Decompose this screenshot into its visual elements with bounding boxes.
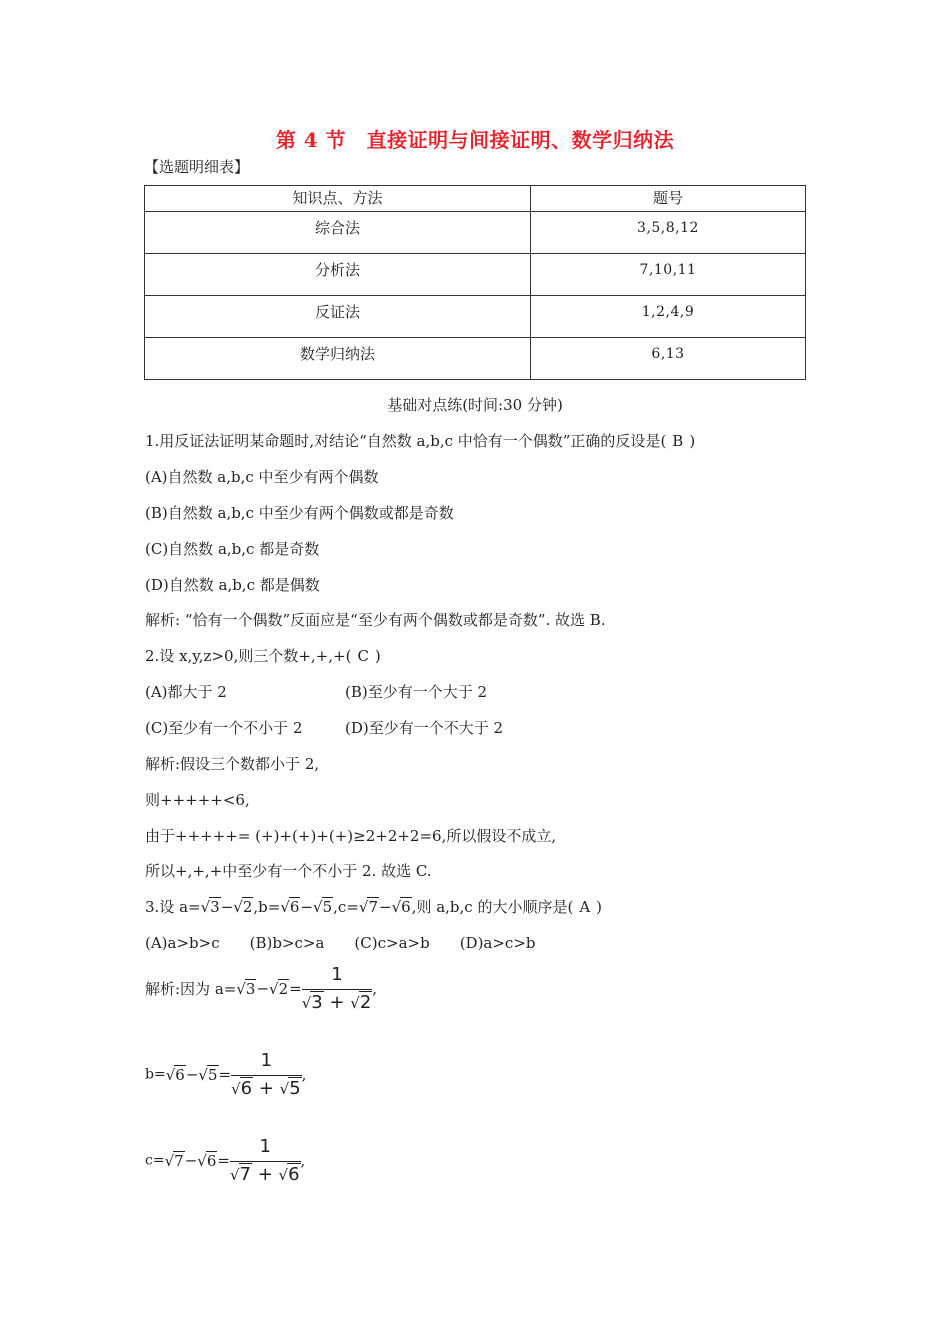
sqrt-expr: √7 (358, 898, 378, 916)
sqrt-expr: √6 (165, 1065, 185, 1084)
section-label: 【选题明细表】 (144, 158, 250, 176)
c-prefix: c= (145, 1152, 165, 1169)
q2-options-row1 (145, 681, 488, 702)
q2-option-c: (C)至少有一个不小于 2 (145, 719, 303, 737)
q1-close: ) (689, 432, 696, 450)
q2-stem (145, 645, 381, 666)
q2-option-d: (D)至少有一个不大于 2 (345, 719, 504, 737)
q1-option-d: (D)自然数 a,b,c 都是偶数 (145, 576, 320, 594)
sqrt-expr: √5 (198, 1065, 218, 1084)
q3-analysis-a: 解析:因为 a=√3−√2= $\frac{1}{√3 + √2}$ , (145, 964, 378, 1013)
q1-analysis: 解析: “恰有一个偶数”反面应是“至少有两个偶数或都是奇数”. 故选 B. (145, 611, 606, 629)
table-row (145, 338, 806, 380)
sqrt-expr: √6 (391, 898, 411, 916)
q3-stem-pre: 3.设 a= (145, 898, 201, 916)
table-header-row (145, 186, 806, 212)
b-prefix: b= (145, 1066, 166, 1083)
q3-stem-post: ,则 a,b,c 的大小顺序是( (411, 898, 574, 916)
q2-stem-text: 2.设 x,y,z>0,则三个数+,+,+( (145, 647, 352, 665)
table-row (145, 212, 806, 254)
q1-option-b: (B)自然数 a,b,c 中至少有两个偶数或都是奇数 (145, 504, 454, 522)
fraction-c: $\frac{1}{√7 + √6}$ (229, 1136, 300, 1185)
table-cell-numbers: 1,2,4,9 (531, 296, 806, 338)
table-cell-topic: 分析法 (145, 254, 531, 296)
table-header-topic: 知识点、方法 (145, 186, 531, 212)
q1-stem (145, 430, 695, 451)
q2-options-row2 (145, 717, 504, 738)
sqrt-expr: √7 (164, 1151, 184, 1170)
q2-analysis-4: 所以+,+,+中至少有一个不小于 2. 故选 C. (145, 862, 432, 880)
page-title: 第 4 节 直接证明与间接证明、数学归纳法 (275, 128, 675, 152)
q2-option-b: (B)至少有一个大于 2 (345, 683, 488, 701)
sqrt-expr: √2 (269, 979, 289, 998)
q3-stem: 3.设 a=√3−√2,b=√6−√5,c=√7−√6,则 a,b,c 的大小顺序是( A ) (145, 898, 603, 916)
q2-analysis-3: 由于+++++= (+)+(+)+(+)≥2+2+2=6,所以假设不成立, (145, 827, 557, 845)
fraction-b: $\frac{1}{√6 + √5}$ (231, 1050, 301, 1099)
table-header-numbers: 题号 (531, 186, 806, 212)
topic-table (144, 185, 806, 380)
sqrt-expr: √3 (236, 979, 256, 998)
sqrt-expr: √6 (197, 1151, 217, 1170)
q1-stem-text: 1.用反证法证明某命题时,对结论“自然数 a,b,c 中恰有一个偶数”正确的反设是( (145, 432, 667, 450)
table-row (145, 254, 806, 296)
q3-analysis-b: b=√6−√5= $\frac{1}{√6 + √5}$ , (145, 1050, 307, 1099)
q2-close: ) (374, 647, 381, 665)
q3-close: ) (596, 898, 603, 916)
q2-option-a: (A)都大于 2 (145, 683, 227, 701)
q2-answer: C (357, 647, 369, 665)
table-cell-topic: 综合法 (145, 212, 531, 254)
q3-analysis-prefix: 解析:因为 a= (145, 980, 237, 998)
q2-analysis-1: 解析:假设三个数都小于 2, (145, 755, 320, 773)
table-cell-numbers: 3,5,8,12 (531, 212, 806, 254)
q2-analysis-2: 则+++++<6, (145, 791, 250, 809)
sqrt-expr: √3 (200, 898, 220, 916)
q3-analysis-c: c=√7−√6= $\frac{1}{√7 + √6}$ , (145, 1136, 306, 1185)
table-cell-topic: 反证法 (145, 296, 531, 338)
sqrt-expr: √2 (233, 898, 253, 916)
fraction-a: $\frac{1}{√3 + √2}$ (301, 964, 372, 1013)
q1-option-a: (A)自然数 a,b,c 中至少有两个偶数 (145, 468, 379, 486)
table-cell-topic: 数学归纳法 (145, 338, 531, 380)
table-cell-numbers: 6,13 (531, 338, 806, 380)
q1-option-c: (C)自然数 a,b,c 都是奇数 (145, 540, 320, 558)
q3-options: (A)a>b>c (B)b>c>a (C)c>a>b (D)a>c>b (145, 934, 536, 952)
table-cell-numbers: 7,10,11 (531, 254, 806, 296)
table-row (145, 296, 806, 338)
q1-answer: B (672, 432, 684, 450)
q3-answer: A (579, 898, 591, 916)
sqrt-expr: √6 (280, 898, 300, 916)
sqrt-expr: √5 (313, 898, 333, 916)
practice-heading: 基础对点练(时间:30 分钟) (387, 396, 563, 414)
